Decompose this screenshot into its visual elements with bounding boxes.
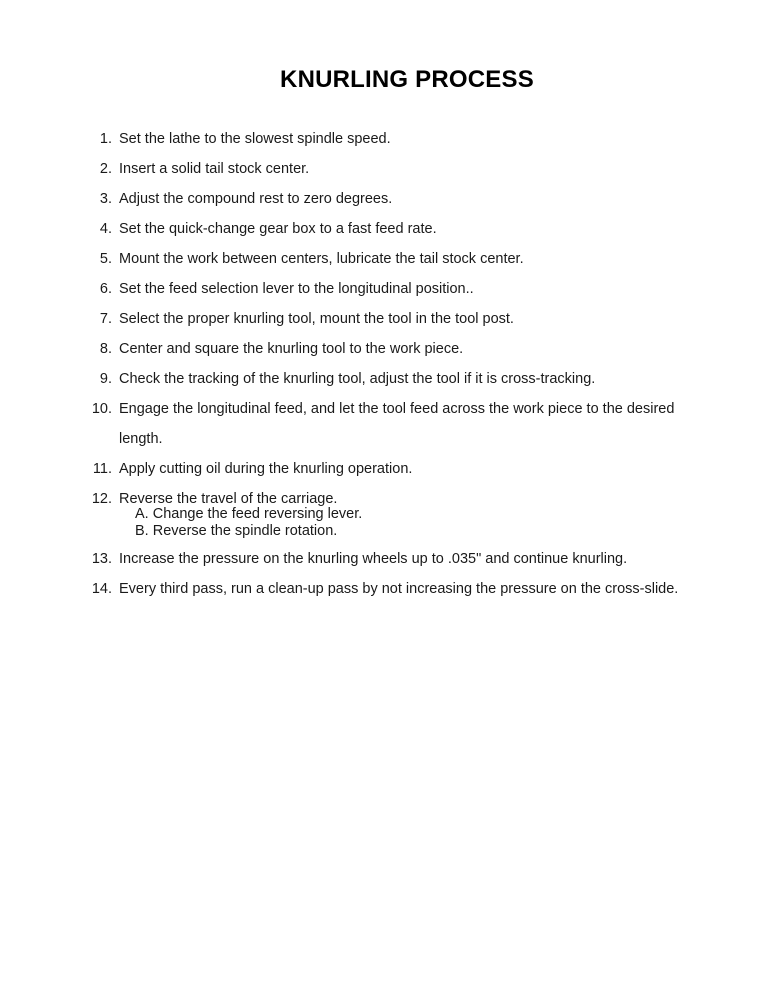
step-text: Every third pass, run a clean-up pass by not increasing the pressure on the cross-slide. [119,581,679,597]
step-number: 5. [99,251,112,267]
list-item [0,544,768,574]
step-number: 10. [91,401,112,417]
list-item [0,124,768,154]
step-text: Check the tracking of the knurling tool, adjust the tool if it is cross-tracking. [119,371,596,387]
list-item [0,394,768,454]
step-text: Reverse the travel of the carriage. [119,491,338,507]
step-text: Adjust the compound rest to zero degrees. [119,191,393,207]
list-item [0,274,768,304]
sub-steps-list [0,506,768,540]
list-item [0,334,768,364]
step-text: Apply cutting oil during the knurling operation. [119,461,413,477]
step-text: Engage the longitudinal feed, and let the tool feed across the work piece to the desired length. [119,401,675,447]
list-item [0,214,768,244]
step-text: Mount the work between centers, lubricate the tail stock center. [119,251,524,267]
step-number: 1. [99,131,112,147]
step-number: 2. [99,161,112,177]
list-item [0,304,768,334]
sub-step: A. Change the feed reversing lever. [135,506,363,522]
list-item [0,184,768,214]
step-number: 13. [91,551,112,567]
step-text: Insert a solid tail stock center. [119,161,310,177]
list-item [0,154,768,184]
step-text: Select the proper knurling tool, mount the tool in the tool post. [119,311,514,327]
page-title: KNURLING PROCESS [280,66,534,93]
list-item [0,454,768,484]
step-number: 14. [91,581,112,597]
step-text: Increase the pressure on the knurling wheels up to .035" and continue knurling. [119,551,628,567]
step-number: 3. [99,191,112,207]
list-item [0,484,768,540]
sub-step: B. Reverse the spindle rotation. [135,523,338,539]
step-number: 11. [92,461,112,477]
step-number: 6. [99,281,112,297]
list-item [0,244,768,274]
step-number: 4. [99,221,112,237]
step-number: 8. [99,341,112,357]
step-text: Set the quick-change gear box to a fast feed rate. [119,221,437,237]
step-text: Center and square the knurling tool to the work piece. [119,341,464,357]
step-number: 7. [99,311,112,327]
step-text: Set the feed selection lever to the longitudinal position.. [119,281,474,297]
step-number: 9. [99,371,112,387]
list-item [0,364,768,394]
list-item [0,574,768,604]
step-number: 12. [91,491,112,507]
steps-list [0,124,768,604]
step-text: Set the lathe to the slowest spindle speed. [119,131,391,147]
